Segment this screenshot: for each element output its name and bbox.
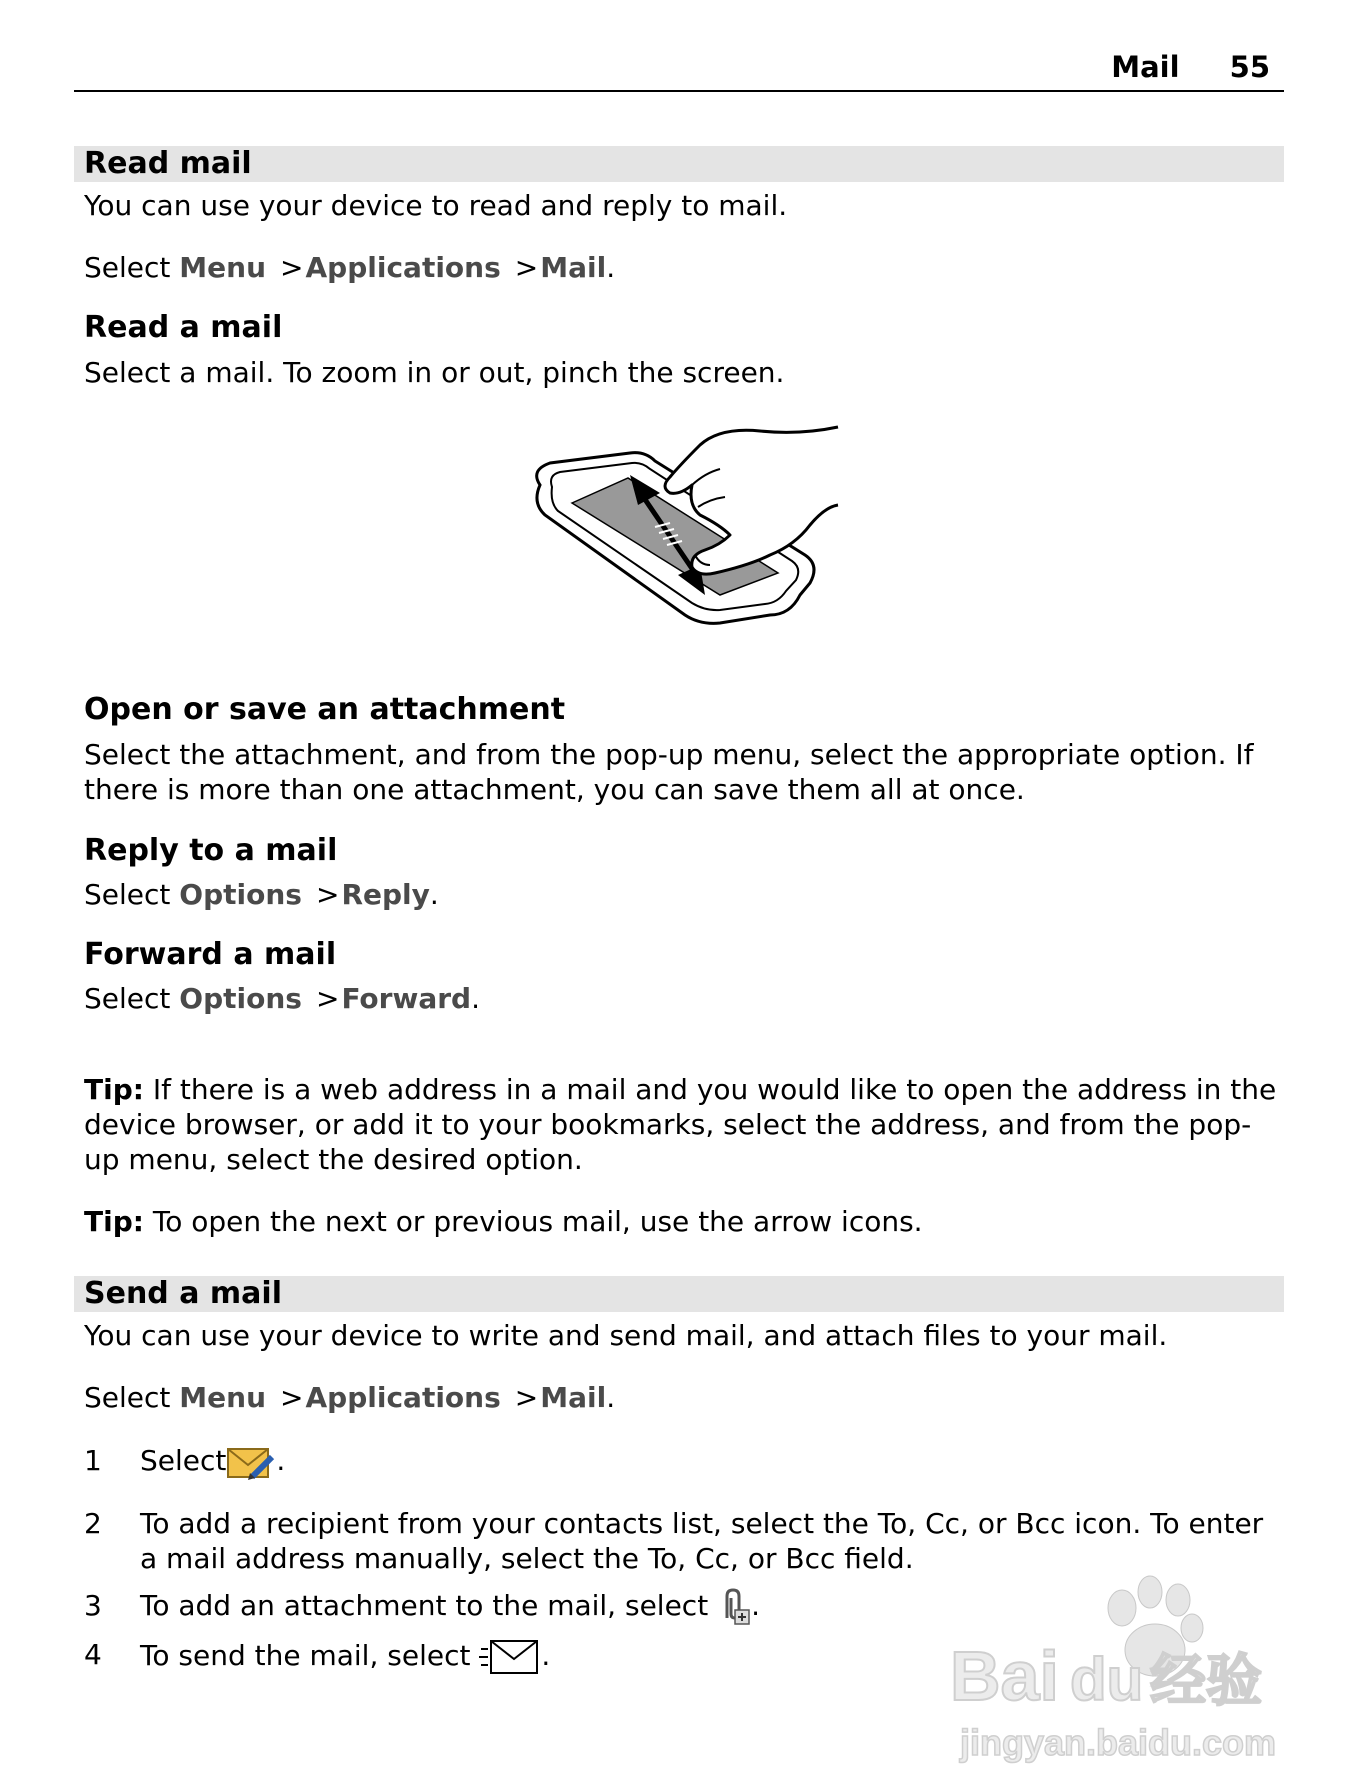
step-3: To add an attachment to the mail, select . <box>140 1588 1280 1626</box>
pinch-zoom-illustration <box>520 415 840 635</box>
reply-menu-path: Select Options >Reply. <box>84 878 439 911</box>
page-header <box>74 46 1284 92</box>
send-mail-menu-path: Select Menu >Applications >Mail. <box>84 1381 616 1414</box>
step-number: 3 <box>84 1589 102 1622</box>
step-number: 4 <box>84 1638 102 1671</box>
tip-web-address: Tip: If there is a web address in a mail and you would like to open the address in the device browser, or add it to your bookmarks, select the address, and from the pop-up menu, select the desired option. <box>84 1073 1277 1176</box>
watermark-brand-2: du <box>1070 1646 1144 1713</box>
step-number: 2 <box>84 1507 102 1540</box>
read-a-mail-text: Select a mail. To zoom in or out, pinch the screen. <box>84 356 785 389</box>
page-number: 55 <box>1229 50 1270 84</box>
attachment-heading: Open or save an attachment <box>84 692 566 727</box>
watermark-cn: 经验 <box>1150 1649 1262 1714</box>
step-2: To add a recipient from your contacts list, select the To, Cc, or Bcc icon. To enter a mail address manually, select the To, Cc, or Bcc field. <box>140 1507 1264 1575</box>
new-mail-icon[interactable] <box>226 1443 276 1481</box>
attachment-text: Select the attachment, and from the pop-up menu, select the appropriate option. If there is more than one attachment, you can save them all at once. <box>84 738 1254 806</box>
header-section: Mail <box>1111 50 1180 84</box>
step-1: Select . <box>140 1443 1280 1481</box>
read-mail-menu-path: Select Menu >Applications >Mail. <box>84 251 616 284</box>
read-mail-intro: You can use your device to read and reply to mail. <box>84 189 788 222</box>
watermark-brand: Bai <box>950 1637 1059 1715</box>
send-mail-icon[interactable] <box>479 1637 541 1677</box>
watermark-url: jingyan.baidu.com <box>960 1722 1277 1763</box>
forward-heading: Forward a mail <box>84 937 337 972</box>
attachment-icon[interactable] <box>717 1588 751 1626</box>
step-4: To send the mail, select . <box>140 1637 1280 1677</box>
tip-arrow-icons: Tip: To open the next or previous mail, use the arrow icons. <box>84 1205 923 1238</box>
forward-menu-path: Select Options >Forward. <box>84 982 480 1015</box>
read-a-mail-heading: Read a mail <box>84 310 283 345</box>
reply-heading: Reply to a mail <box>84 833 338 868</box>
send-mail-intro: You can use your device to write and send mail, and attach files to your mail. <box>84 1319 1168 1352</box>
section-heading-send-mail: Send a mail <box>74 1276 1284 1312</box>
step-number: 1 <box>84 1444 102 1477</box>
baidu-watermark <box>950 1570 1280 1770</box>
section-heading-read-mail: Read mail <box>74 146 1284 182</box>
